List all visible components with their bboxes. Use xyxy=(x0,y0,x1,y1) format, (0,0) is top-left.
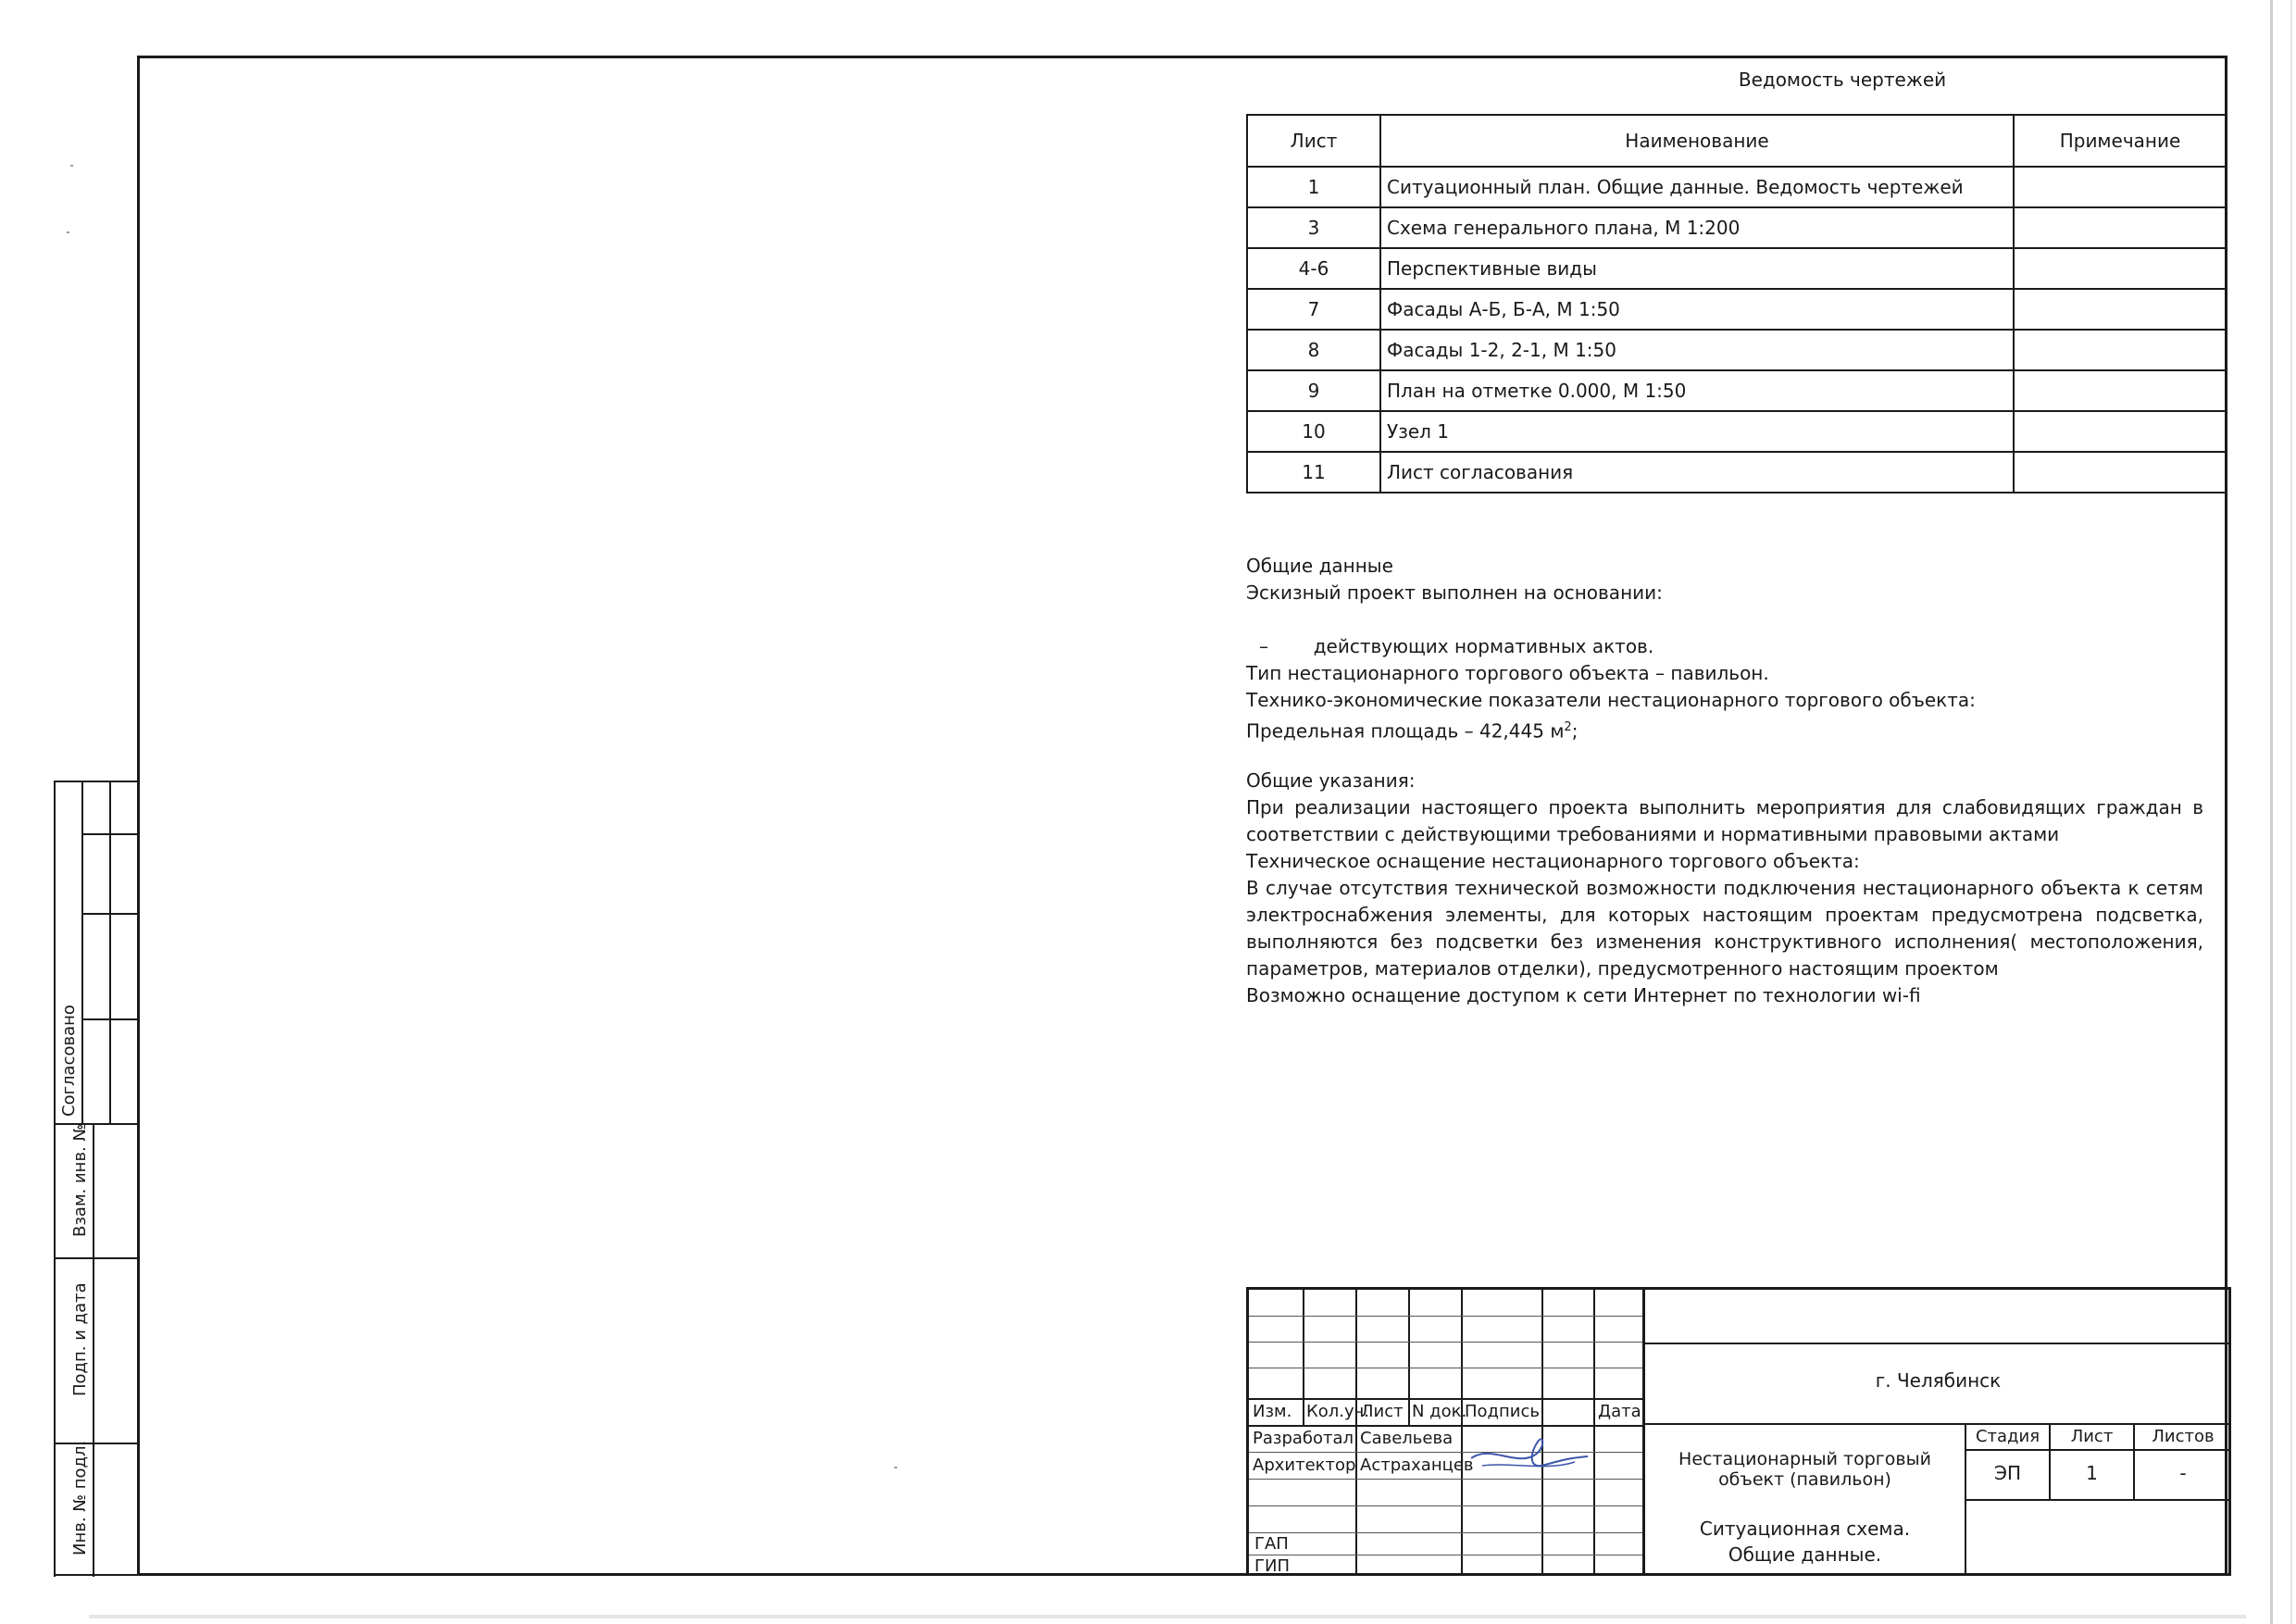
general-data-bullet-row xyxy=(1246,633,2203,660)
table-row xyxy=(1247,207,2227,248)
row-name: Узел 1 xyxy=(1380,411,2014,452)
row-note xyxy=(2014,207,2227,248)
title-block xyxy=(1246,1287,2231,1576)
instructions-heading: Общие указания: xyxy=(1246,769,1416,792)
col-kol: Кол.уч. xyxy=(1306,1402,1370,1421)
row-name: Фасады А-Б, Б-А, М 1:50 xyxy=(1380,289,2014,330)
sheets-value: - xyxy=(2179,1462,2187,1484)
col-data: Дата xyxy=(1598,1402,1641,1421)
instructions-p2: Техническое оснащение нестационарного торгового объекта: xyxy=(1246,850,1860,872)
drawing-title-line2: Общие данные. xyxy=(1728,1543,1882,1566)
general-instructions-block xyxy=(1246,768,2203,1009)
page-bottom-edge xyxy=(89,1615,2246,1618)
area-suffix: ; xyxy=(1571,719,1578,743)
col-list: Лист xyxy=(1361,1402,1404,1421)
row-note xyxy=(2014,167,2227,207)
sheet-list-title: Ведомость чертежей xyxy=(1738,69,1947,91)
role-gip: ГИП xyxy=(1254,1556,1290,1576)
row-note xyxy=(2014,248,2227,289)
sheet-value: 1 xyxy=(2086,1462,2098,1484)
header-sheet: Лист xyxy=(1247,115,1380,167)
drawing-title xyxy=(1645,1516,1965,1568)
table-row xyxy=(1247,370,2227,411)
row-sheet: 7 xyxy=(1247,289,1380,330)
row-note xyxy=(2014,452,2227,493)
row-sheet: 8 xyxy=(1247,330,1380,370)
label-inv-orig: Инв. № подл. xyxy=(70,1440,90,1555)
page-edge xyxy=(2270,0,2273,1624)
row-name: Фасады 1-2, 2-1, М 1:50 xyxy=(1380,330,2014,370)
header-note: Примечание xyxy=(2014,115,2227,167)
role-gap: ГАП xyxy=(1254,1534,1289,1554)
general-data-block xyxy=(1246,553,2203,745)
row-note xyxy=(2014,411,2227,452)
bullet-dash: – xyxy=(1259,635,1268,657)
signature-icon xyxy=(1464,1425,1593,1480)
instructions-p1: При реализации настоящего проекта выполнить мероприятия для слабовидящих граждан в соответствии с действующими требованиями и нормативными правовыми актами xyxy=(1246,796,2203,845)
stage-value: ЭП xyxy=(1993,1462,2021,1484)
stage-label: Стадия xyxy=(1975,1427,2040,1446)
sheet-label: Лист xyxy=(2070,1427,2114,1446)
row-note xyxy=(2014,370,2227,411)
row-note xyxy=(2014,289,2227,330)
row-sheet: 1 xyxy=(1247,167,1380,207)
scan-speck xyxy=(67,231,69,233)
row-name: Лист согласования xyxy=(1380,452,2014,493)
area-superscript: 2 xyxy=(1564,720,1572,734)
object-type-line: Тип нестационарного торгового объекта – павильон. xyxy=(1246,662,1769,684)
name-developer: Савельева xyxy=(1360,1429,1454,1448)
row-sheet: 9 xyxy=(1247,370,1380,411)
table-row xyxy=(1247,330,2227,370)
drawing-title-line1: Ситуационная схема. xyxy=(1699,1518,1911,1540)
row-name: Перспективные виды xyxy=(1380,248,2014,289)
general-data-basis: Эскизный проект выполнен на основании: xyxy=(1246,581,1663,604)
col-ndok: N док. xyxy=(1412,1402,1467,1421)
col-podpis: Подпись xyxy=(1465,1402,1540,1421)
role-architect: Архитектор xyxy=(1253,1455,1356,1475)
row-note xyxy=(2014,330,2227,370)
area-line xyxy=(1246,714,2203,745)
drawing-list-table xyxy=(1246,114,2227,493)
sheets-label: Листов xyxy=(2152,1427,2215,1446)
table-row xyxy=(1247,411,2227,452)
indicators-line: Технико-экономические показатели нестационарного торгового объекта: xyxy=(1246,689,1976,711)
instructions-p4: Возможно оснащение доступом к сети Интернет по технологии wi-fi xyxy=(1246,984,1921,1006)
row-sheet: 11 xyxy=(1247,452,1380,493)
row-sheet: 3 xyxy=(1247,207,1380,248)
object-name: Нестационарный торговый объект (павильон) xyxy=(1678,1449,1931,1490)
table-row xyxy=(1247,248,2227,289)
name-architect: Астраханцев xyxy=(1360,1455,1474,1475)
table-header-row xyxy=(1247,115,2227,167)
label-replace-inv: Взам. инв. № xyxy=(70,1123,90,1237)
scan-speck xyxy=(70,165,73,167)
table-row xyxy=(1247,452,2227,493)
table-row xyxy=(1247,289,2227,330)
row-sheet: 10 xyxy=(1247,411,1380,452)
area-text: Предельная площадь – 42,445 м xyxy=(1246,719,1565,743)
table-row xyxy=(1247,167,2227,207)
col-izm: Изм. xyxy=(1253,1402,1292,1421)
role-developer: Разработал xyxy=(1253,1429,1354,1448)
row-name: Схема генерального плана, М 1:200 xyxy=(1380,207,2014,248)
label-agreed: Согласовано xyxy=(59,1005,79,1117)
general-data-bullet: действующих нормативных актов. xyxy=(1313,635,1654,657)
row-name: План на отметке 0.000, М 1:50 xyxy=(1380,370,2014,411)
general-data-heading: Общие данные xyxy=(1246,555,1393,577)
row-name: Ситуационный план. Общие данные. Ведомость чертежей xyxy=(1380,167,2014,207)
instructions-p3: В случае отсутствия технической возможности подключения нестационарного объекта к сетям электроснабжения элементы, для которых настоящим проектам предусмотрена подсветка, выполняются без подсветки без изменения конструктивного исполнения( местоположения, параметров, материалов отделки), предусмотренного настоящим проектом xyxy=(1246,877,2203,980)
row-sheet: 4-6 xyxy=(1247,248,1380,289)
page-edge-outer xyxy=(2290,0,2292,1624)
label-sign-date: Подп. и дата xyxy=(70,1282,90,1396)
header-name: Наименование xyxy=(1380,115,2014,167)
city: г. Челябинск xyxy=(1875,1369,2002,1392)
